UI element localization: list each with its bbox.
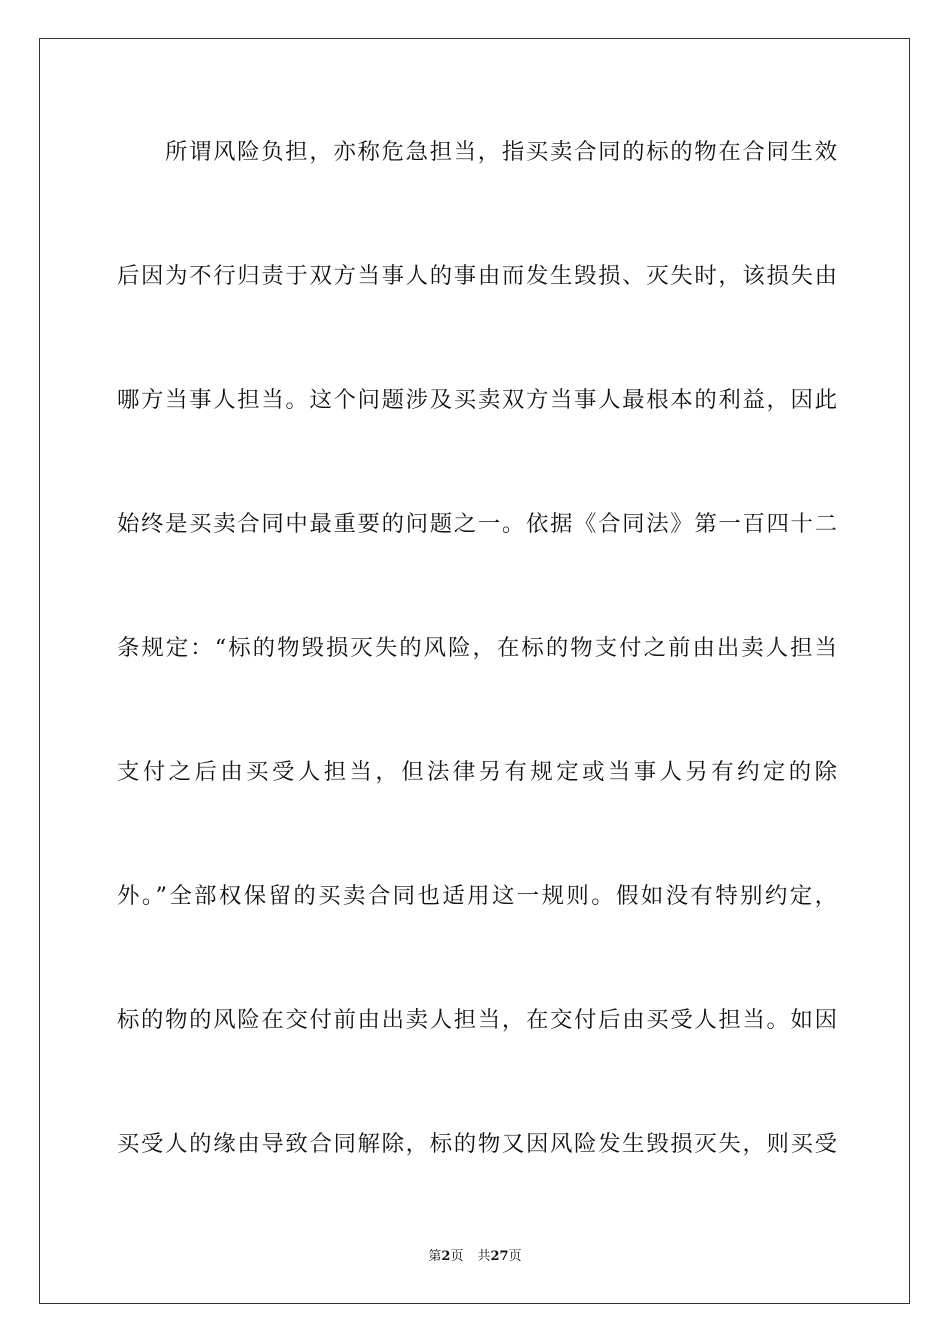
paragraph-line: 支付之后由买受人担当，但法律另有规定或当事人另有约定的除: [117, 759, 837, 785]
page-suffix: 页: [450, 1249, 464, 1264]
total-pages: 27: [490, 1249, 509, 1264]
page-border: [39, 38, 910, 1304]
total-suffix: 页: [508, 1249, 522, 1264]
paragraph-line: 始终是买卖合同中最重要的问题之一。依据《合同法》第一百四十二: [117, 511, 837, 537]
page-footer: [0, 1248, 950, 1266]
page-number: 2: [441, 1249, 451, 1264]
paragraph-line: 哪方当事人担当。这个问题涉及买卖双方当事人最根本的利益，因此: [117, 387, 837, 413]
paragraph-line: 后因为不行归责于双方当事人的事由而发生毁损、灭失时，该损失由: [117, 263, 837, 289]
paragraph-line: 所谓风险负担，亦称危急担当，指买卖合同的标的物在合同生效: [165, 139, 837, 165]
paragraph-line: 标的物的风险在交付前由出卖人担当，在交付后由买受人担当。如因: [117, 1007, 837, 1033]
total-prefix: 共: [477, 1249, 491, 1264]
paragraph-line: 条规定：“标的物毁损灭失的风险，在标的物支付之前由出卖人担当: [117, 635, 837, 661]
paragraph-line: 外。”全部权保留的买卖合同也适用这一规则。假如没有特别约定，: [117, 883, 837, 909]
paragraph-line: 买受人的缘由导致合同解除，标的物又因风险发生毁损灭失，则买受: [117, 1131, 837, 1157]
page-prefix: 第: [428, 1249, 442, 1264]
